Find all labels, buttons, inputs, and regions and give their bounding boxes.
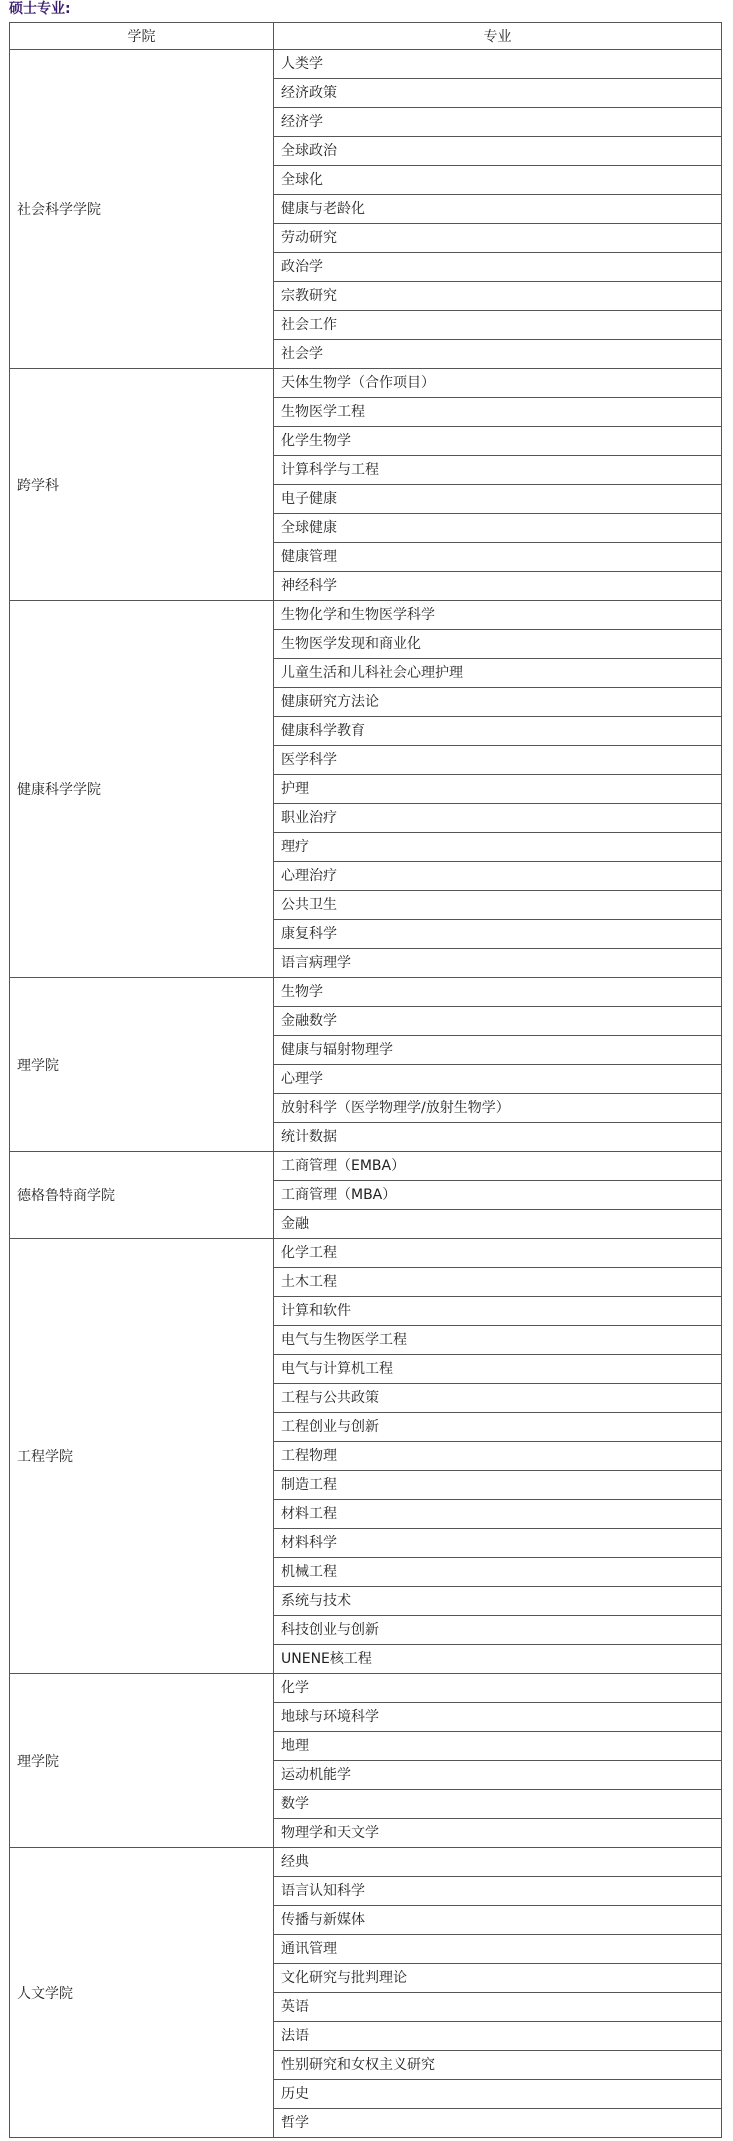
major-cell: 全球健康 — [274, 514, 722, 543]
major-cell: 物理学和天文学 — [274, 1819, 722, 1848]
major-cell: 语言认知科学 — [274, 1877, 722, 1906]
major-cell: 计算科学与工程 — [274, 456, 722, 485]
major-cell: 机械工程 — [274, 1558, 722, 1587]
major-cell: 生物医学发现和商业化 — [274, 630, 722, 659]
faculty-cell: 德格鲁特商学院 — [10, 1152, 274, 1239]
table-row — [10, 601, 722, 630]
major-cell: 计算和软件 — [274, 1297, 722, 1326]
major-cell: 经典 — [274, 1848, 722, 1877]
table-row — [10, 50, 722, 79]
faculty-cell: 健康科学学院 — [10, 601, 274, 978]
major-cell: 语言病理学 — [274, 949, 722, 978]
faculty-cell: 理学院 — [10, 1674, 274, 1848]
major-cell: 工商管理（MBA） — [274, 1181, 722, 1210]
major-cell: 英语 — [274, 1993, 722, 2022]
major-cell: 健康与老龄化 — [274, 195, 722, 224]
major-cell: 儿童生活和儿科社会心理护理 — [274, 659, 722, 688]
major-cell: 医学科学 — [274, 746, 722, 775]
major-cell: 社会工作 — [274, 311, 722, 340]
faculty-cell: 社会科学学院 — [10, 50, 274, 369]
faculty-cell: 理学院 — [10, 978, 274, 1152]
major-cell: 金融数学 — [274, 1007, 722, 1036]
major-cell: 健康管理 — [274, 543, 722, 572]
table-row — [10, 369, 722, 398]
major-column-header: 专业 — [274, 23, 722, 50]
major-cell: 传播与新媒体 — [274, 1906, 722, 1935]
table-row — [10, 1848, 722, 1877]
major-cell: 工程创业与创新 — [274, 1413, 722, 1442]
table-row — [10, 1239, 722, 1268]
major-cell: 理疗 — [274, 833, 722, 862]
major-cell: 天体生物学（合作项目） — [274, 369, 722, 398]
page-heading: 硕士专业: — [9, 1, 71, 17]
faculty-cell: 工程学院 — [10, 1239, 274, 1674]
major-cell: 化学工程 — [274, 1239, 722, 1268]
major-cell: 公共卫生 — [274, 891, 722, 920]
major-cell: 历史 — [274, 2080, 722, 2109]
major-cell: 工程物理 — [274, 1442, 722, 1471]
faculty-cell: 人文学院 — [10, 1848, 274, 2138]
major-cell: 社会学 — [274, 340, 722, 369]
table-row — [10, 1674, 722, 1703]
major-cell: 经济政策 — [274, 79, 722, 108]
major-cell: 科技创业与创新 — [274, 1616, 722, 1645]
major-cell: UNENE核工程 — [274, 1645, 722, 1674]
major-cell: 制造工程 — [274, 1471, 722, 1500]
major-cell: 地球与环境科学 — [274, 1703, 722, 1732]
major-cell: 生物学 — [274, 978, 722, 1007]
major-cell: 法语 — [274, 2022, 722, 2051]
faculty-cell: 跨学科 — [10, 369, 274, 601]
major-cell: 人类学 — [274, 50, 722, 79]
major-cell: 化学 — [274, 1674, 722, 1703]
major-cell: 健康科学教育 — [274, 717, 722, 746]
major-cell: 健康研究方法论 — [274, 688, 722, 717]
major-cell: 全球政治 — [274, 137, 722, 166]
major-cell: 生物医学工程 — [274, 398, 722, 427]
major-cell: 化学生物学 — [274, 427, 722, 456]
major-cell: 工程与公共政策 — [274, 1384, 722, 1413]
major-cell: 文化研究与批判理论 — [274, 1964, 722, 1993]
major-cell: 全球化 — [274, 166, 722, 195]
major-cell: 职业治疗 — [274, 804, 722, 833]
major-cell: 心理治疗 — [274, 862, 722, 891]
major-cell: 土木工程 — [274, 1268, 722, 1297]
major-cell: 政治学 — [274, 253, 722, 282]
major-cell: 健康与辐射物理学 — [274, 1036, 722, 1065]
major-cell: 电气与生物医学工程 — [274, 1326, 722, 1355]
table-header-row — [10, 23, 722, 50]
major-cell: 电子健康 — [274, 485, 722, 514]
major-cell: 数学 — [274, 1790, 722, 1819]
major-cell: 通讯管理 — [274, 1935, 722, 1964]
major-cell: 材料科学 — [274, 1529, 722, 1558]
major-cell: 生物化学和生物医学科学 — [274, 601, 722, 630]
major-cell: 性别研究和女权主义研究 — [274, 2051, 722, 2080]
faculty-column-header: 学院 — [10, 23, 274, 50]
major-cell: 统计数据 — [274, 1123, 722, 1152]
major-cell: 劳动研究 — [274, 224, 722, 253]
major-cell: 金融 — [274, 1210, 722, 1239]
major-cell: 哲学 — [274, 2109, 722, 2138]
major-cell: 放射科学（医学物理学/放射生物学） — [274, 1094, 722, 1123]
major-cell: 宗教研究 — [274, 282, 722, 311]
major-cell: 地理 — [274, 1732, 722, 1761]
major-cell: 神经科学 — [274, 572, 722, 601]
major-cell: 运动机能学 — [274, 1761, 722, 1790]
table-row — [10, 978, 722, 1007]
programs-table — [9, 22, 722, 2138]
major-cell: 系统与技术 — [274, 1587, 722, 1616]
major-cell: 经济学 — [274, 108, 722, 137]
major-cell: 康复科学 — [274, 920, 722, 949]
major-cell: 电气与计算机工程 — [274, 1355, 722, 1384]
table-row — [10, 1152, 722, 1181]
table-body — [10, 50, 722, 2138]
major-cell: 护理 — [274, 775, 722, 804]
major-cell: 材料工程 — [274, 1500, 722, 1529]
major-cell: 工商管理（EMBA） — [274, 1152, 722, 1181]
major-cell: 心理学 — [274, 1065, 722, 1094]
